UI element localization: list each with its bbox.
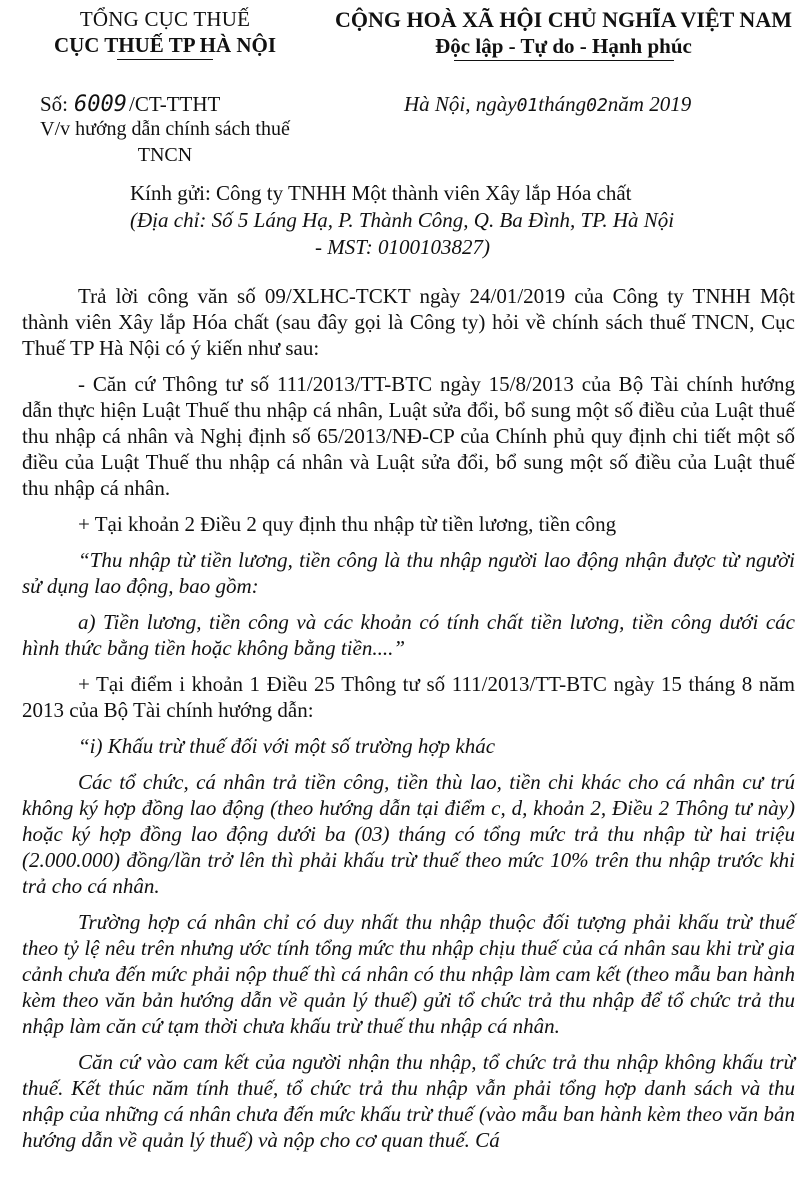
document-number	[40, 92, 220, 117]
document-number-handwritten: 6009	[74, 92, 127, 117]
recipient-name: Kính gửi: Công ty TNHH Một thành viên Xây lắp Hóa chất	[130, 181, 632, 205]
date-month-label: tháng	[538, 92, 587, 116]
parent-agency: TỔNG CỤC THUẾ	[79, 7, 251, 31]
document-number-label: Số:	[40, 92, 69, 116]
nation-title: CỘNG HOÀ XÃ HỘI CHỦ NGHĨA VIỆT NAM	[335, 7, 792, 32]
issuing-office: CỤC THUẾ TP HÀ NỘI	[53, 33, 277, 57]
recipient-tax-code: - MST: 0100103827)	[315, 235, 490, 259]
body-paragraph: - Căn cứ Thông tư số 111/2013/TT-BTC ngày 15/8/2013 của Bộ Tài chính hướng dẫn thực hiện Luật Thuế thu nhập cá nhân, Luật sửa đổi, bổ sung một số điều của Luật thuế thu nhập cá nhân và Nghị định số 65/2013/NĐ-CP của Chính phủ quy định chi tiết một số điều của Luật Thuế thu nhập cá nhân và Luật sửa đổi, bổ sung một số điều của Luật thuế thu nhập cá nhân.	[22, 372, 795, 500]
document-number-suffix: /CT-TTHT	[129, 92, 221, 116]
recipient-address: (Địa chỉ: Số 5 Láng Hạ, P. Thành Công, Q. Ba Đình, TP. Hà Nội	[130, 208, 675, 232]
issuing-agency	[0, 6, 330, 60]
body-paragraph: Trả lời công văn số 09/XLHC-TCKT ngày 24/01/2019 của Công ty TNHH Một thành viên Xây lắp Hóa chất (sau đây gọi là Công ty) hỏi về chính sách thuế TNCN, Cục Thuế TP Hà Nội có ý kiến như sau:	[22, 284, 795, 360]
national-motto: Độc lập - Tự do - Hạnh phúc	[435, 34, 692, 58]
recipient-block	[130, 180, 790, 261]
letter-body	[22, 283, 795, 1163]
letter-header	[0, 6, 811, 166]
date-day-handwritten: 01	[516, 95, 539, 116]
quoted-paragraph: “i) Khấu trừ thuế đối với một số trường hợp khác	[78, 734, 496, 758]
date-month-handwritten: 02	[586, 95, 608, 116]
document-subject	[0, 116, 330, 168]
subject-line-2: TNCN	[137, 144, 193, 166]
subject-line-1: V/v hướng dẫn chính sách thuế	[40, 118, 290, 140]
motto-underline	[454, 60, 674, 61]
date-year: năm 2019	[607, 92, 692, 116]
quoted-paragraph: Trường hợp cá nhân chỉ có duy nhất thu nhập thuộc đối tượng phải khấu trừ thuế theo tỷ lệ nêu trên nhưng ước tính tổng mức thu nhập chịu thuế của cá nhân sau khi trừ gia cảnh chưa đến mức phải nộp thuế thì cá nhân có thu nhập làm cam kết (theo mẫu ban hành kèm theo văn bản hướng dẫn về quản lý thuế) gửi tổ chức trả thu nhập để tổ chức trả thu nhập làm căn cứ tạm thời chưa khấu trừ thuế thu nhập cá nhân.	[22, 910, 795, 1038]
quoted-paragraph: a) Tiền lương, tiền công và các khoản có tính chất tiền lương, tiền công dưới các hình thức bằng tiền hoặc không bằng tiền....”	[22, 610, 795, 660]
body-paragraph: + Tại khoản 2 Điều 2 quy định thu nhập từ tiền lương, tiền công	[78, 512, 617, 536]
quoted-paragraph: Căn cứ vào cam kết của người nhận thu nhập, tổ chức trả thu nhập không khấu trừ thuế. Kết thúc năm tính thuế, tổ chức trả thu nhập vẫn phải tổng hợp danh sách và thu nhập của những cá nhân chưa đến mức khấu trừ thuế (vào mẫu ban hành kèm theo văn bản hướng dẫn về quản lý thuế) và nộp cho cơ quan thuế. Cá	[22, 1050, 795, 1152]
issue-date	[404, 92, 691, 118]
agency-underline	[117, 59, 213, 60]
quoted-paragraph: “Thu nhập từ tiền lương, tiền công là thu nhập người lao động nhận được từ người sử dụng lao động, bao gồm:	[22, 548, 795, 598]
date-prefix: Hà Nội, ngày	[404, 92, 517, 116]
body-paragraph: + Tại điểm i khoản 1 Điều 25 Thông tư số 111/2013/TT-BTC ngày 15 tháng 8 năm 2013 của Bộ Tài chính hướng dẫn:	[22, 672, 795, 722]
national-heading	[316, 6, 811, 61]
quoted-paragraph: Các tổ chức, cá nhân trả tiền công, tiền thù lao, tiền chi khác cho cá nhân cư trú không ký hợp đồng lao động (theo hướng dẫn tại điểm c, d, khoản 2, Điều 2 Thông tư này) hoặc ký hợp đồng lao động dưới ba (03) tháng có tổng mức trả thu nhập từ hai triệu (2.000.000) đồng/lần trở lên thì phải khấu trừ thuế theo mức 10% trên thu nhập trước khi trả cho cá nhân.	[22, 770, 795, 898]
